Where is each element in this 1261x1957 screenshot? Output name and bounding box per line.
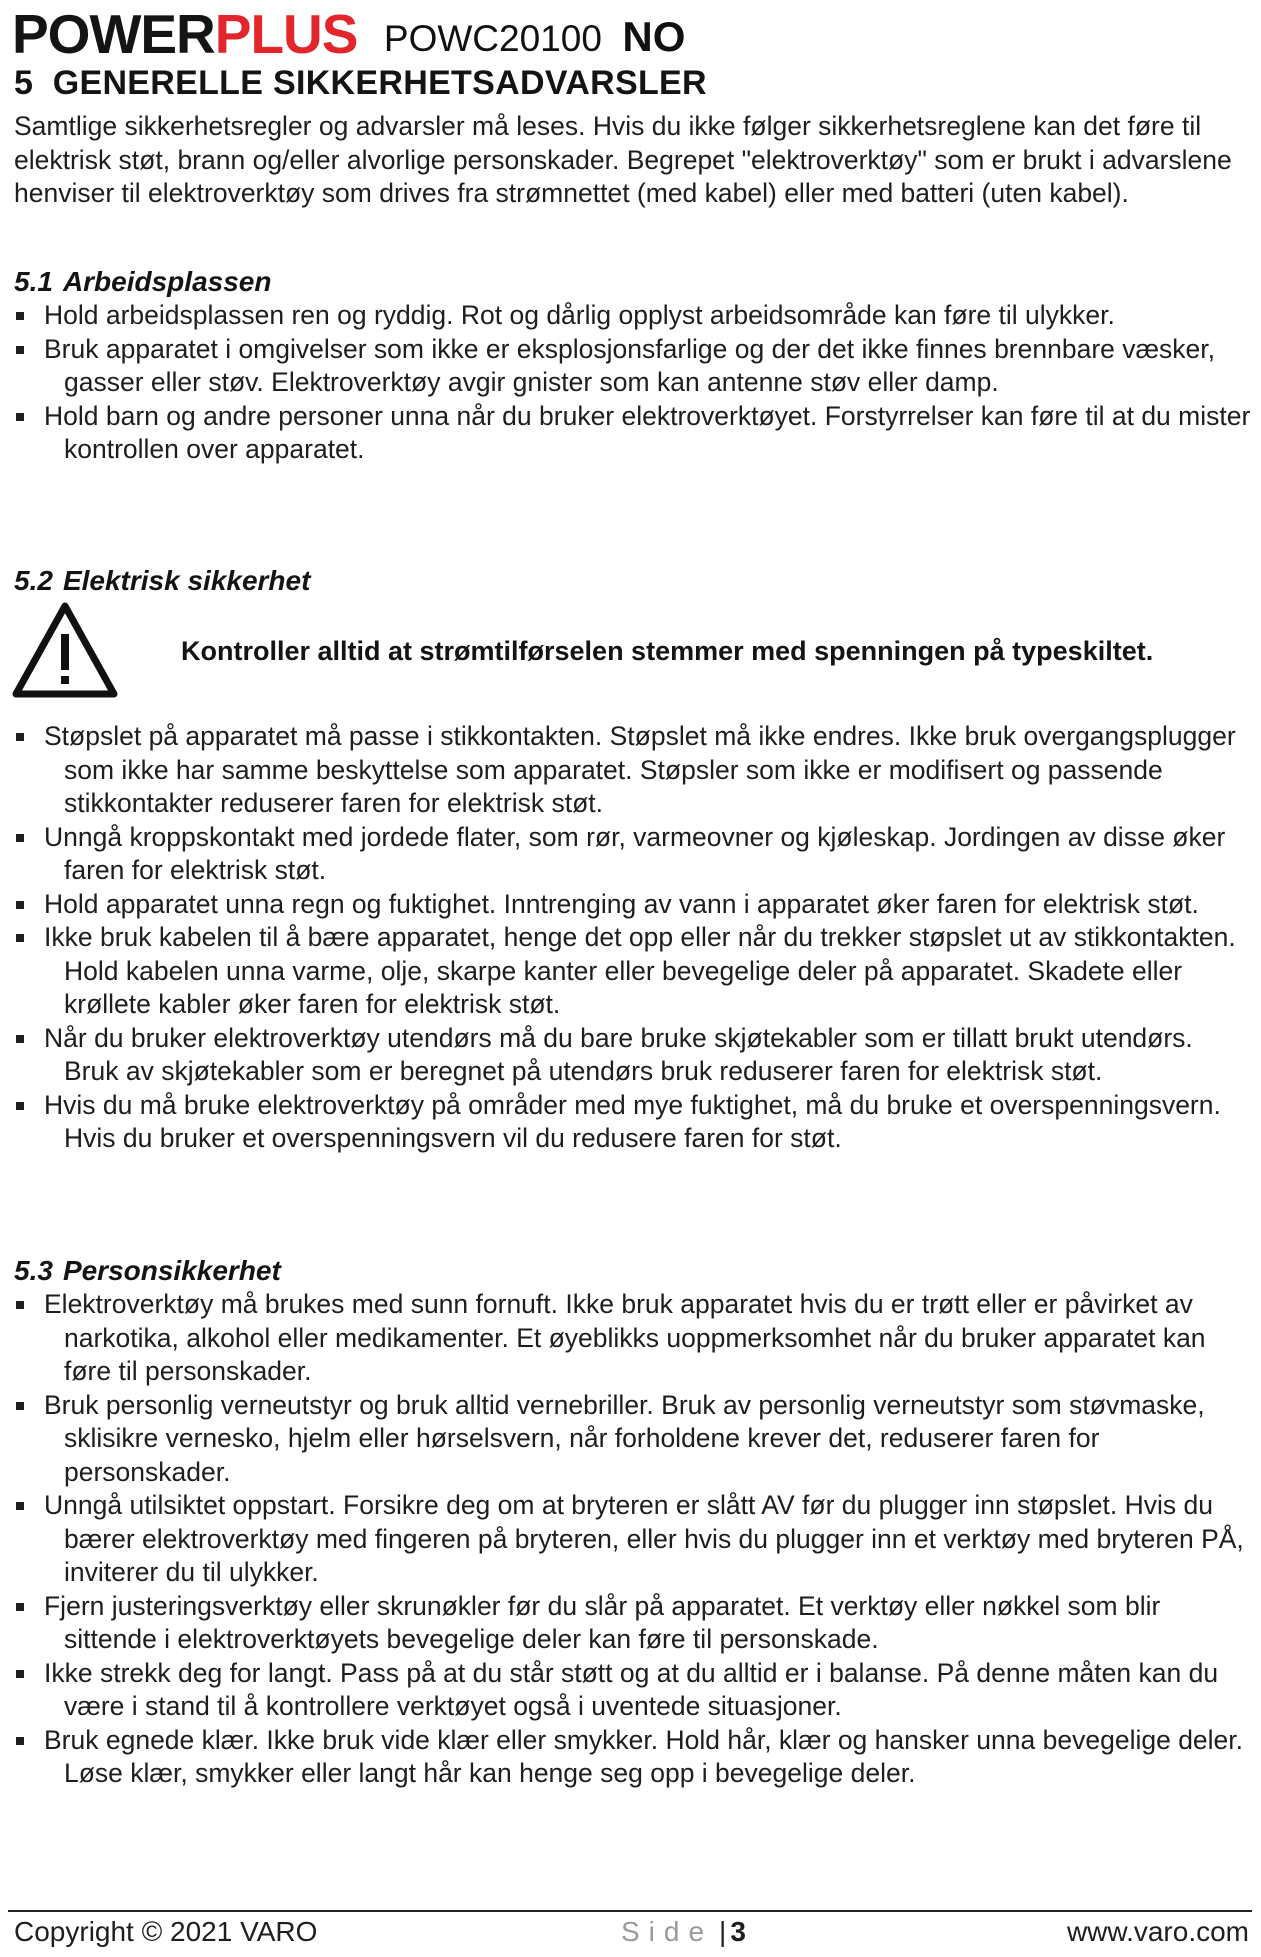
list-item-first-line: Unngå utilsiktet oppstart. Forsikre deg om at bryteren er slått AV før du plugger inn	[44, 1490, 1010, 1520]
list-item-text: overgangsplugger som ikke har samme beskyttelse som apparatet. Støpsler som ikke er modifisert og passende stikkontakter reduserer faren for elektrisk støt.	[64, 721, 1236, 818]
list-item	[14, 1389, 1254, 1490]
list-item-first-line: Fjern justeringsverktøy eller skrunøkler før du slår på apparatet. Et verktøy eller nøkkel	[44, 1590, 1061, 1621]
brand-logo-power: POWER	[12, 3, 215, 65]
list-item-text: utendørs. Bruk av skjøtekabler som er beregnet på utendørs bruk reduserer faren for elektrisk støt.	[64, 1022, 1193, 1086]
footer-divider	[8, 1910, 1252, 1912]
subsection-heading-5-3	[14, 1255, 281, 1287]
footer-separator: |	[719, 1916, 727, 1947]
list-item	[14, 1724, 1254, 1791]
section-number: 5	[14, 64, 34, 102]
list-item-first-line: Hold apparatet unna regn og fuktighet. Inntrenging av vann i apparatet øker faren for	[44, 888, 1036, 919]
section-intro: Samtlige sikkerhetsregler og advarsler må leses. Hvis du ikke følger sikkerhetsreglene kan det føre til elektrisk støt, brann og/eller alvorlige personskader. Begrepet "elektroverktøy" som er brukt i advarslene henviser til elektroverktøy som drives fra strømnettet (med kabel) eller med batteri (uten kabel).	[14, 111, 1232, 208]
list-item-text: stikkontakten. Hold kabelen unna varme, olje, skarpe kanter eller bevegelige deler på apparatet. Skadete eller krøllete kabler øker faren for elektrisk støt.	[64, 922, 1236, 1019]
list-item-text: støvmaske, sklisikre vernesko, hjelm eller hørselsvern, når forholdene krever det, reduserer faren for personskader.	[64, 1389, 1205, 1487]
list-item-first-line: Unngå kroppskontakt med jordede flater, som rør, varmeovner og kjøleskap. Jordingen av	[44, 821, 1096, 852]
warning-text: Kontroller alltid at strømtilførselen stemmer med spenningen på typeskiltet.	[181, 636, 1154, 666]
subsection-number: 5.2	[14, 565, 53, 596]
footer-page-indicator	[621, 1916, 746, 1948]
list-item-text: bevegelige deler. Løse klær, smykker eller langt hår kan henge seg opp i bevegelige deler.	[64, 1724, 1244, 1788]
list-item	[14, 1489, 1254, 1590]
list-item-text: at du mister kontrollen over apparatet.	[64, 400, 1251, 464]
section-title: GENERELLE SIKKERHETSADVARSLER	[52, 64, 707, 102]
list-item-text: overspenningsvern. Hvis du bruker et overspenningsvern vil du redusere faren for støt.	[64, 1089, 1221, 1153]
subsection-number: 5.3	[14, 1255, 53, 1286]
list-item	[14, 333, 1254, 400]
list-item	[14, 299, 1254, 333]
subsection-number: 5.1	[14, 266, 53, 297]
list-item	[14, 1590, 1254, 1657]
list-item-text: som blir sittende i elektroverktøyets bevegelige deler kan føre til personskade.	[64, 1590, 1161, 1654]
list-item-first-line: Hold arbeidsplassen ren og ryddig. Rot og dårlig opplyst arbeidsområde kan føre til	[44, 300, 1018, 330]
footer-page-number: 3	[730, 1916, 746, 1947]
list-item-text: påvirket av narkotika, alkohol eller medikamenter. Et øyeblikks uoppmerksomhet når du bruker apparatet kan føre til personskader.	[64, 1289, 1206, 1386]
footer-side-label: Side	[621, 1916, 714, 1947]
list-item-first-line: Hold barn og andre personer unna når du bruker elektroverktøyet. Forstyrrelser kan føre til	[44, 400, 1105, 431]
list-item-text: ulykker.	[1025, 300, 1115, 330]
list-item-text: elektrisk støt.	[1042, 888, 1199, 919]
bullet-list-5-2	[14, 720, 1254, 1156]
bullet-list-5-1	[14, 299, 1254, 467]
list-item-first-line: Hvis du må bruke elektroverktøy på områder med mye fuktighet, må du bruke et	[44, 1089, 983, 1120]
list-item	[14, 400, 1254, 467]
subsection-heading-5-2	[14, 565, 310, 597]
list-item	[14, 888, 1254, 922]
page-header	[12, 4, 685, 64]
list-item-first-line: Ikke bruk kabelen til å bære apparatet, henge det opp eller når du trekker støpslet ut av	[44, 922, 1067, 952]
list-item-text: støpslet. Hvis du bærer elektroverktøy med fingeren på bryteren, eller hvis du plugger inn et verktøy med bryteren PÅ, inviterer du til ulykker.	[64, 1490, 1244, 1587]
list-item	[14, 720, 1254, 821]
list-item	[14, 1288, 1254, 1389]
list-item-first-line: Bruk egnede klær. Ikke bruk vide klær eller smykker. Hold hår, klær og hansker unna	[44, 1724, 1036, 1755]
list-item	[14, 921, 1254, 1022]
list-item-text: måten kan du være i stand til å kontrollere verktøyet også i uventede situasjoner.	[64, 1657, 1219, 1721]
list-item	[14, 1089, 1254, 1156]
list-item	[14, 821, 1254, 888]
subsection-title: Elektrisk sikkerhet	[62, 565, 311, 596]
list-item-first-line: Bruk apparatet i omgivelser som ikke er eksplosjonsfarlige og der det ikke finnes	[44, 333, 987, 364]
language-code: NO	[622, 13, 686, 60]
model-number: POWC20100	[383, 18, 602, 59]
subsection-title: Personsikkerhet	[62, 1255, 281, 1286]
list-item-text: brennbare væsker, gasser eller støv. Elektroverktøy avgir gnister som kan antenne støv eller damp.	[64, 333, 1216, 397]
list-item-text: disse øker faren for elektrisk støt.	[64, 821, 1226, 885]
list-item-first-line: Støpslet på apparatet må passe i stikkontakten. Støpslet må ikke endres. Ikke bruk	[44, 721, 1017, 751]
bullet-list-5-3	[14, 1288, 1254, 1791]
brand-logo	[12, 4, 357, 64]
list-item-first-line: Bruk personlig verneutstyr og bruk alltid vernebriller. Bruk av personlig verneutstyr som	[44, 1389, 1062, 1420]
list-item-first-line: Ikke strekk deg for langt. Pass på at du står støtt og at du alltid er i balanse. På denne	[44, 1657, 1051, 1688]
list-item	[14, 1657, 1254, 1724]
list-item	[14, 1022, 1254, 1089]
subsection-heading-5-1	[14, 266, 271, 298]
subsection-title: Arbeidsplassen	[62, 266, 272, 297]
list-item-first-line: Når du bruker elektroverktøy utendørs må du bare bruke skjøtekabler som er tillatt brukt	[44, 1022, 1074, 1053]
list-item-first-line: Elektroverktøy må brukes med sunn fornuft. Ikke bruk apparatet hvis du er trøtt eller er	[44, 1289, 1058, 1319]
footer-website: www.varo.com	[1066, 1916, 1249, 1947]
section-heading	[14, 64, 707, 103]
brand-logo-plus: PLUS	[214, 3, 358, 65]
warning-triangle-icon	[10, 600, 120, 700]
footer-copyright: Copyright © 2021 VARO	[14, 1916, 318, 1947]
